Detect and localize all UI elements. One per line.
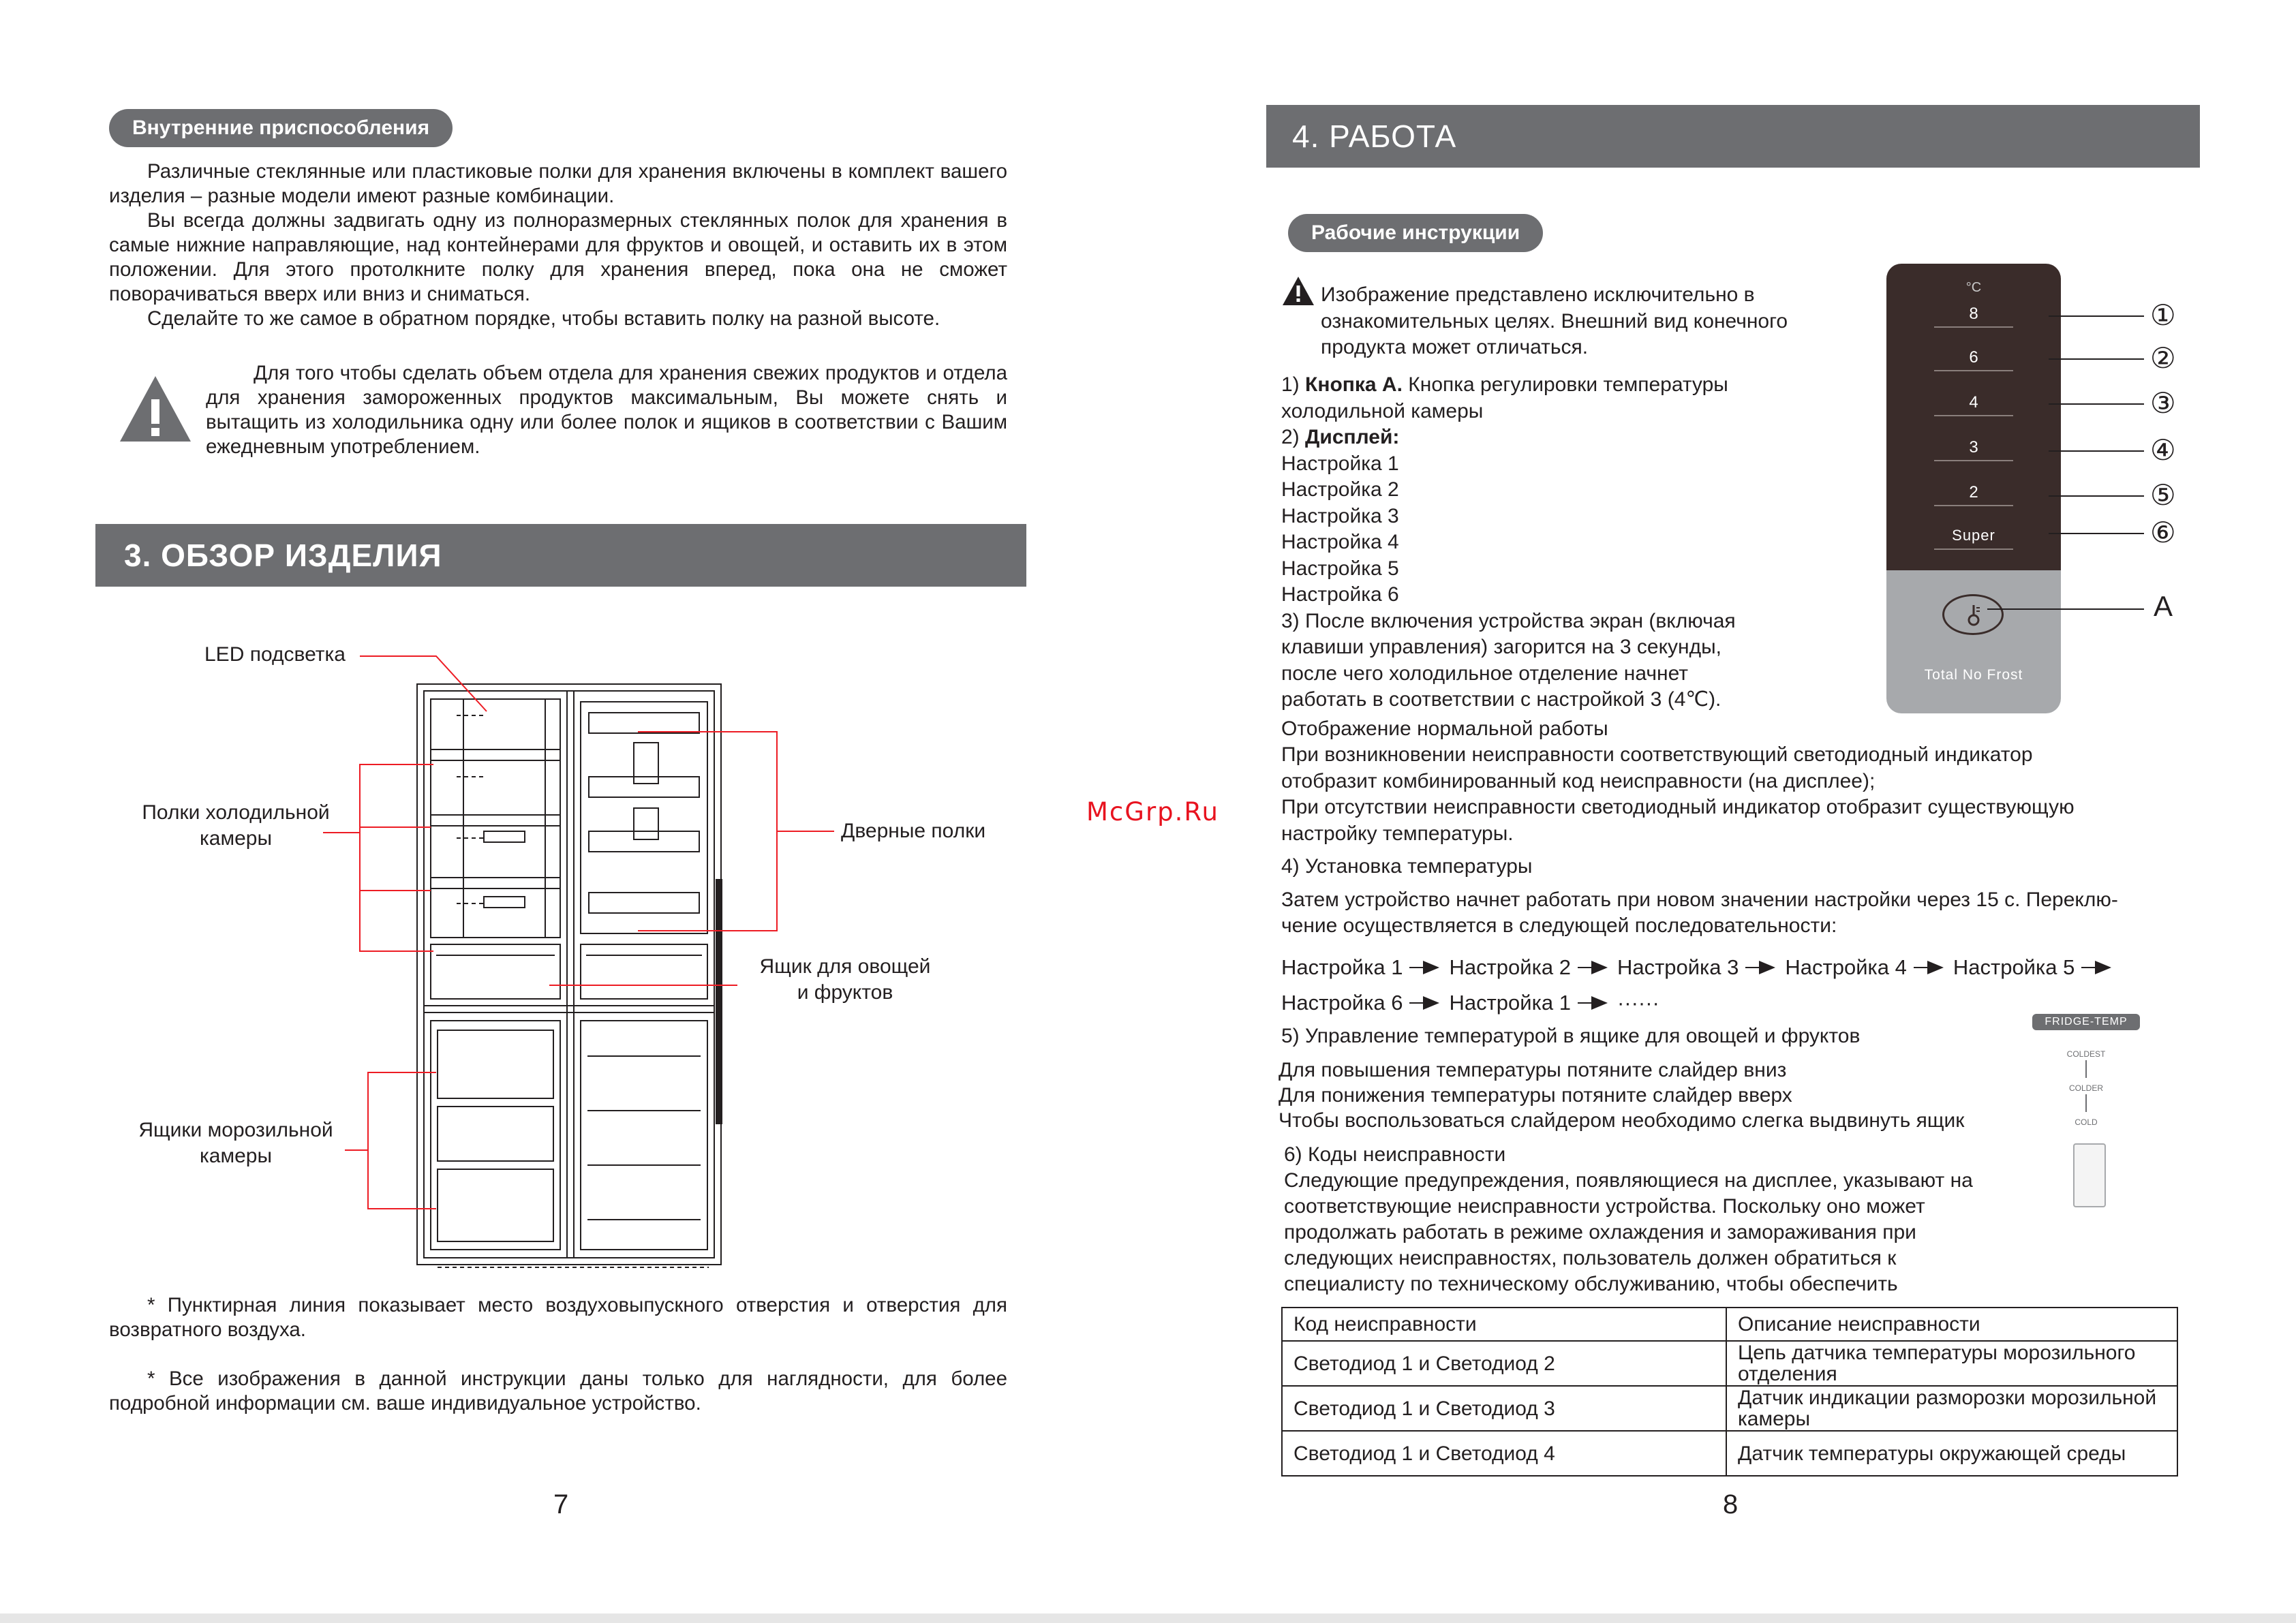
callout-6: ⑥ xyxy=(2150,516,2176,548)
fridge-temp-slider xyxy=(2028,1014,2144,1211)
label-line: камеры xyxy=(199,827,273,850)
text-line: соответствующие неисправности устройства. Поскольку оно может xyxy=(1284,1195,1925,1218)
table-header: Описание неисправности xyxy=(1726,1308,2177,1341)
callout-line xyxy=(2049,315,2144,317)
callout-line xyxy=(2049,358,2144,360)
slider-cold: COLD xyxy=(2075,1117,2098,1127)
callout-line xyxy=(2049,533,2144,534)
arrow-right-icon xyxy=(1578,961,1608,974)
text-line: При возникновении неисправности соответствующий светодиодный индикатор xyxy=(1281,743,2033,766)
watermark: McGrp.Ru xyxy=(1086,797,1219,826)
table-cell: Светодиод 1 и Светодиод 3 xyxy=(1282,1386,1726,1431)
text-line: чение осуществляется в следующей последовательности: xyxy=(1281,914,1837,937)
item-bold: Дисплей: xyxy=(1305,426,1400,448)
callout-5: ⑤ xyxy=(2150,479,2176,511)
text-line: клавиши управления) загорится на 3 секунды, xyxy=(1281,636,1722,658)
callout-2: ② xyxy=(2150,342,2176,374)
setting-item: Настройка 4 xyxy=(1281,531,1399,553)
table-cell: Светодиод 1 и Светодиод 2 xyxy=(1282,1341,1726,1386)
text-line: Затем устройство начнет работать при новом значении настройки через 15 с. Переклю- xyxy=(1281,888,2118,911)
setting-underline xyxy=(1934,326,2013,328)
unit-label: °C xyxy=(1965,280,1982,295)
table-cell: Датчик температуры окружающей среды xyxy=(1726,1431,2177,1476)
paragraph: Вы всегда должны задвигать одну из полноразмерных стеклянных полок для хранения в самые нижние направляющие, над контейнерами для фруктов и овощей, и оставить их в этом положении. Для этого протолкните полку для хранения вперед, пока она не сможет поворачиваться вверх или вниз и сниматься. xyxy=(109,209,1007,305)
setting-item: Настройка 2 xyxy=(1281,478,1399,501)
bottom-edge xyxy=(0,1613,2296,1623)
arrow-right-icon xyxy=(1409,996,1439,1010)
text-line: работать в соответствии с настройкой 3 (4℃). xyxy=(1281,688,1721,711)
callout-a: A xyxy=(2154,590,2173,622)
item-4-title: 4) Установка температуры xyxy=(1281,855,1533,878)
arrow-right-icon xyxy=(2081,961,2111,974)
item-prefix: 2) xyxy=(1281,426,1306,448)
setting-underline xyxy=(1934,460,2013,461)
sequence-item: ······ xyxy=(1617,990,1659,1015)
callout-4: ④ xyxy=(2150,434,2176,466)
fault-code-table xyxy=(1281,1307,2178,1477)
item-prefix: 1) xyxy=(1281,373,1306,396)
table-cell: Датчик индикации разморозки морозильной камеры xyxy=(1726,1386,2177,1431)
setting-underline xyxy=(1934,505,2013,506)
text-line: следующих неисправностях, пользователь должен обратиться к xyxy=(1284,1247,1897,1269)
button-a[interactable] xyxy=(1942,594,2004,635)
label-freezer-drawers xyxy=(134,1117,338,1169)
label-line: Ящики морозильной xyxy=(138,1119,333,1141)
note-illustration: * Все изображения в данной инструкции даны только для наглядности, для более подробной информации см. ваше индивидуальное устройство. xyxy=(109,1367,1007,1415)
callout-line xyxy=(2049,403,2144,405)
paragraph: Сделайте то же самое в обратном порядке, чтобы вставить полку на разной высоте. xyxy=(147,307,940,330)
warning-text: Для того чтобы сделать объем отдела для хранения свежих продуктов и отдела для хранения замороженных продуктов максимальным, Вы можете снять и вытащить из холодильника одну или более полок и ящиков в соответствии с Вашим ежедневным употреблением. xyxy=(206,362,1007,458)
setting-value: 3 xyxy=(1969,438,1978,457)
sequence-item: Настройка 1 xyxy=(1281,955,1403,979)
setting-value: 8 xyxy=(1969,305,1978,323)
text-line: отобразит комбинированный код неисправности (на дисплее); xyxy=(1281,769,1876,792)
sequence-item: Настройка 3 xyxy=(1617,955,1739,979)
paragraph: Различные стеклянные или пластиковые полки для хранения включены в комплект вашего изделия – разные модели имеют разные комбинации. xyxy=(109,160,1007,207)
setting-item: Настройка 6 xyxy=(1281,583,1399,606)
table-cell: Светодиод 1 и Светодиод 4 xyxy=(1282,1431,1726,1476)
table-row xyxy=(1282,1431,2177,1476)
callout-line xyxy=(2049,495,2144,497)
sequence-row-1 xyxy=(1281,954,2121,980)
slider-colder: COLDER xyxy=(2068,1083,2103,1093)
callout-1: ① xyxy=(2150,299,2176,331)
arrow-right-icon xyxy=(1578,996,1608,1010)
sequence-item: Настройка 2 xyxy=(1449,955,1571,979)
setting-value: 4 xyxy=(1969,393,1978,412)
item-5-title: 5) Управление температурой в ящике для овощей и фруктов xyxy=(1281,1025,1861,1047)
sequence-item: Настройка 6 xyxy=(1281,990,1403,1015)
setting-underline xyxy=(1934,548,2013,550)
note-airflow: * Пунктирная линия показывает место воздуховыпускного отверстия и отверстия для возвратного воздуха. xyxy=(109,1294,1007,1341)
text-line: специалисту по техническому обслуживанию, чтобы обеспечить xyxy=(1284,1273,1898,1295)
item-bold: Кнопка А. xyxy=(1305,373,1403,396)
setting-item: Настройка 1 xyxy=(1281,452,1399,475)
text-line: настройку температуры. xyxy=(1281,822,1514,845)
sequence-item: Настройка 1 xyxy=(1449,990,1571,1015)
item-5-text xyxy=(1279,1057,1964,1133)
arrow-right-icon xyxy=(1914,961,1944,974)
label-fridge-shelves xyxy=(134,800,338,852)
sequence-row-2 xyxy=(1281,989,1659,1015)
table-cell: Цепь датчика температуры морозильного отделения xyxy=(1726,1341,2177,1386)
slider-coldest: COLDEST xyxy=(2066,1049,2106,1059)
page-number-left: 7 xyxy=(553,1489,569,1519)
text-line: ознакомительных целях. Внешний вид конечного xyxy=(1321,309,1788,333)
text-line: Изображение представлено исключительно в xyxy=(1321,283,1755,306)
label-veg-drawer xyxy=(743,954,947,1006)
text-line: При отсутствии неисправности светодиодный индикатор отобразит существующую xyxy=(1281,796,2075,818)
panel-button-area xyxy=(1886,570,2061,713)
setting-item: Настройка 5 xyxy=(1281,557,1399,580)
text-line: продукта может отличаться. xyxy=(1321,336,1589,358)
sequence-item: Настройка 4 xyxy=(1785,955,1907,979)
label-led: LED подсветка xyxy=(204,643,346,666)
slider-title: FRIDGE-TEMP xyxy=(2032,1014,2140,1030)
slider-tick xyxy=(2085,1094,2087,1112)
section-title: 3. ОБЗОР ИЗДЕЛИЯ xyxy=(124,538,442,573)
callout-line xyxy=(1987,608,2144,610)
label-line: Ящик для овощей xyxy=(759,955,931,978)
thermometer-icon xyxy=(1963,602,1984,627)
callout-3: ③ xyxy=(2150,387,2176,419)
item-6 xyxy=(1284,1142,1973,1297)
section-band-operation xyxy=(1266,105,2200,168)
section-pill-internal: Внутренние приспособления xyxy=(109,109,453,147)
section-pill-instructions: Рабочие инструкции xyxy=(1288,214,1543,252)
item-text: Кнопка регулировки температуры xyxy=(1402,373,1728,396)
setting-item: Настройка 3 xyxy=(1281,504,1399,527)
sequence-item: Настройка 5 xyxy=(1953,955,2075,979)
text-line: Следующие предупреждения, появляющиеся на дисплее, указывают на xyxy=(1284,1169,1973,1192)
table-row xyxy=(1282,1341,2177,1386)
text-line: Отображение нормальной работы xyxy=(1281,717,1608,740)
callout-lines xyxy=(0,0,1022,1226)
label-line: и фруктов xyxy=(797,981,893,1004)
slider-handle[interactable] xyxy=(2073,1143,2106,1207)
text-line: Для повышения температуры потяните слайдер вниз xyxy=(1279,1059,1787,1081)
caution-icon xyxy=(1281,275,1315,307)
label-line: камеры xyxy=(199,1145,273,1167)
setting-value: 2 xyxy=(1969,483,1978,501)
text-line: холодильной камеры xyxy=(1281,399,1484,422)
control-panel xyxy=(1886,264,2061,713)
table-header-row xyxy=(1282,1308,2177,1341)
item-6-title: 6) Коды неисправности xyxy=(1284,1143,1506,1166)
setting-underline xyxy=(1934,415,2013,416)
slider-tick xyxy=(2085,1060,2087,1078)
table-row xyxy=(1282,1386,2177,1431)
text-line: Для понижения температуры потяните слайдер вверх xyxy=(1279,1084,1792,1107)
text-line: Чтобы воспользоваться слайдером необходимо слегка выдвинуть ящик xyxy=(1279,1109,1965,1132)
callout-line xyxy=(2049,450,2144,452)
label-line: Полки холодильной xyxy=(142,801,330,824)
caution-text xyxy=(1321,282,1788,361)
page-number-right: 8 xyxy=(1723,1489,1739,1519)
setting-value: Super xyxy=(1952,527,1995,544)
label-door-shelves: Дверные полки xyxy=(841,820,986,842)
section-title: 4. РАБОТА xyxy=(1292,119,1457,154)
text-line: 3) После включения устройства экран (включая xyxy=(1281,609,1736,632)
text-line: продолжать работать в режиме охлаждения и замораживания при xyxy=(1284,1221,1916,1243)
setting-value: 6 xyxy=(1969,348,1978,367)
brand-label: Total No Frost xyxy=(1924,667,2023,683)
arrow-right-icon xyxy=(1745,961,1775,974)
setting-underline xyxy=(1934,370,2013,371)
table-header: Код неисправности xyxy=(1282,1308,1726,1341)
arrow-right-icon xyxy=(1409,961,1439,974)
text-line: после чего холодильное отделение начнет xyxy=(1281,662,1689,685)
